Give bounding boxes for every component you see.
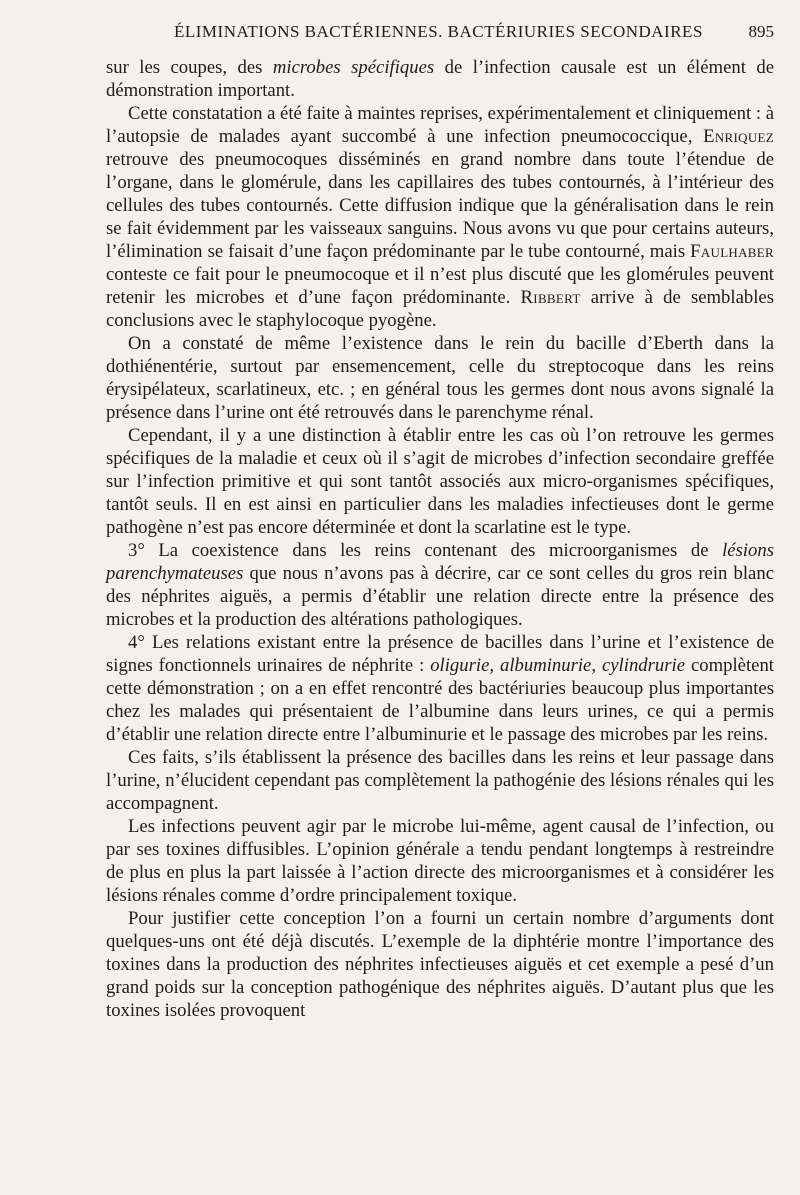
author-name: Faulhaber (690, 241, 774, 262)
text-run: Cependant, il y a une distinction à établir entre les cas où l’on retrouve les germes spécifiques de la maladie et ceux où il s’agit de microbes d’infection secondaire greffée sur l’infection primitive et qui sont tantôt associés aux micro-organismes spécifiques, tantôt seuls. Il en est ainsi en particulier dans les maladies infectieuses dont le germe pathogène n’est pas encore déterminée et dont la scarlatine est le type. (106, 425, 774, 538)
italic-text: oligurie, albuminurie, cylindrurie (430, 655, 686, 676)
italic-text: microbes spécifiques (272, 57, 435, 78)
author-name: Enriquez (703, 126, 774, 147)
text-run: complètent cette démonstration ; on a en effet rencontré des bactériuries beaucoup plus importantes chez les malades qui présentaient de l’albumine dans leurs urines, ce qui a permis d’établir une relation directe entre l’albuminurie et le passage des microbes par les reins. (106, 655, 774, 745)
text-run: 4° Les relations existant entre la présence de bacilles dans l’urine et l’existence de signes fonctionnels urinaires de néphrite : (106, 632, 774, 676)
text-run: Les infections peuvent agir par le microbe lui-même, agent causal de l’infection, ou par ses toxines diffusibles. L’opinion générale a tendu pendant longtemps à restreindre de plus en plus la part laissée à l’action directe des microorganismes et à considérer les lésions rénales comme d’ordre principalement toxique. (106, 816, 774, 906)
text-run: sur les coupes, des (106, 57, 273, 78)
author-name: Ribbert (520, 287, 581, 308)
text-run: Pour justifier cette conception l’on a fourni un certain nombre d’arguments dont quelques-uns ont été déjà discutés. L’exemple de la diphtérie montre l’importance des toxines dans la production des néphrites infectieuses aiguës et cet exemple a pesé d’un grand poids sur la conception pathogénique des néphrites aiguës. D’autant plus que les toxines isolées provoquent (106, 908, 774, 1021)
text-run: retrouve des pneumocoques disséminés en grand nombre dans toute l’étendue de l’organe, dans le glomérule, dans les capillaires des tubes contournés, à l’intérieur des cellules des tubes contournés. Cette diffusion indique que la généralisation dans le rein se fait évidemment par les vaisseaux sanguins. Nous avons vu que pour certains auteurs, l’élimination se faisait d’une façon prédominante par le tube contourné, mais (106, 149, 774, 262)
paragraph (106, 815, 774, 907)
text-run: Cette constatation a été faite à maintes reprises, expérimentalement et cliniquement : à l’autopsie de malades ayant succombé à une infection pneumococcique, (106, 103, 775, 147)
paragraph (106, 102, 774, 332)
running-title: ÉLIMINATIONS BACTÉRIENNES. BACTÉRIURIES SECONDAIRES (174, 22, 703, 41)
paragraph (106, 539, 774, 631)
text-run: conteste ce fait pour le pneumocoque et il n’est plus discuté que les glomérules peuvent retenir les microbes et d’une façon prédominante. (106, 264, 774, 308)
paragraph (106, 746, 774, 815)
text-run: de l’infection causale est un élément de démonstration important. (106, 57, 774, 101)
paragraph (106, 56, 774, 102)
body-text (106, 56, 774, 1022)
text-run: 3° La coexistence dans les reins contenant des microorganismes de (128, 540, 723, 561)
italic-text: lésions parenchymateuses (106, 540, 774, 584)
text-run: arrive à de semblables conclusions avec le staphylocoque pyogène. (106, 287, 774, 331)
text-run: On a constaté de même l’existence dans le rein du bacille d’Eberth dans la dothiénentérie, surtout par ensemencement, celle du streptocoque dans les reins érysipélateux, scarlatineux, etc. ; en général tous les germes dont nous avons signalé la présence dans l’urine ont été retrouvés dans le parenchyme rénal. (106, 333, 774, 423)
text-run: Ces faits, s’ils établissent la présence des bacilles dans les reins et leur passage dans l’urine, n’élucident cependant pas complètement la pathogénie des lésions rénales qui les accompagnent. (106, 747, 774, 814)
paragraph (106, 631, 774, 746)
running-header (106, 22, 774, 46)
text-run: que nous n’avons pas à décrire, car ce sont celles du gros rein blanc des néphrites aiguës, a permis d’établir une relation directe entre la présence des microbes et la production des altérations pathologiques. (106, 563, 774, 630)
paragraph (106, 424, 774, 539)
page-number: 895 (748, 22, 774, 41)
paragraph (106, 332, 774, 424)
paragraph (106, 907, 774, 1022)
